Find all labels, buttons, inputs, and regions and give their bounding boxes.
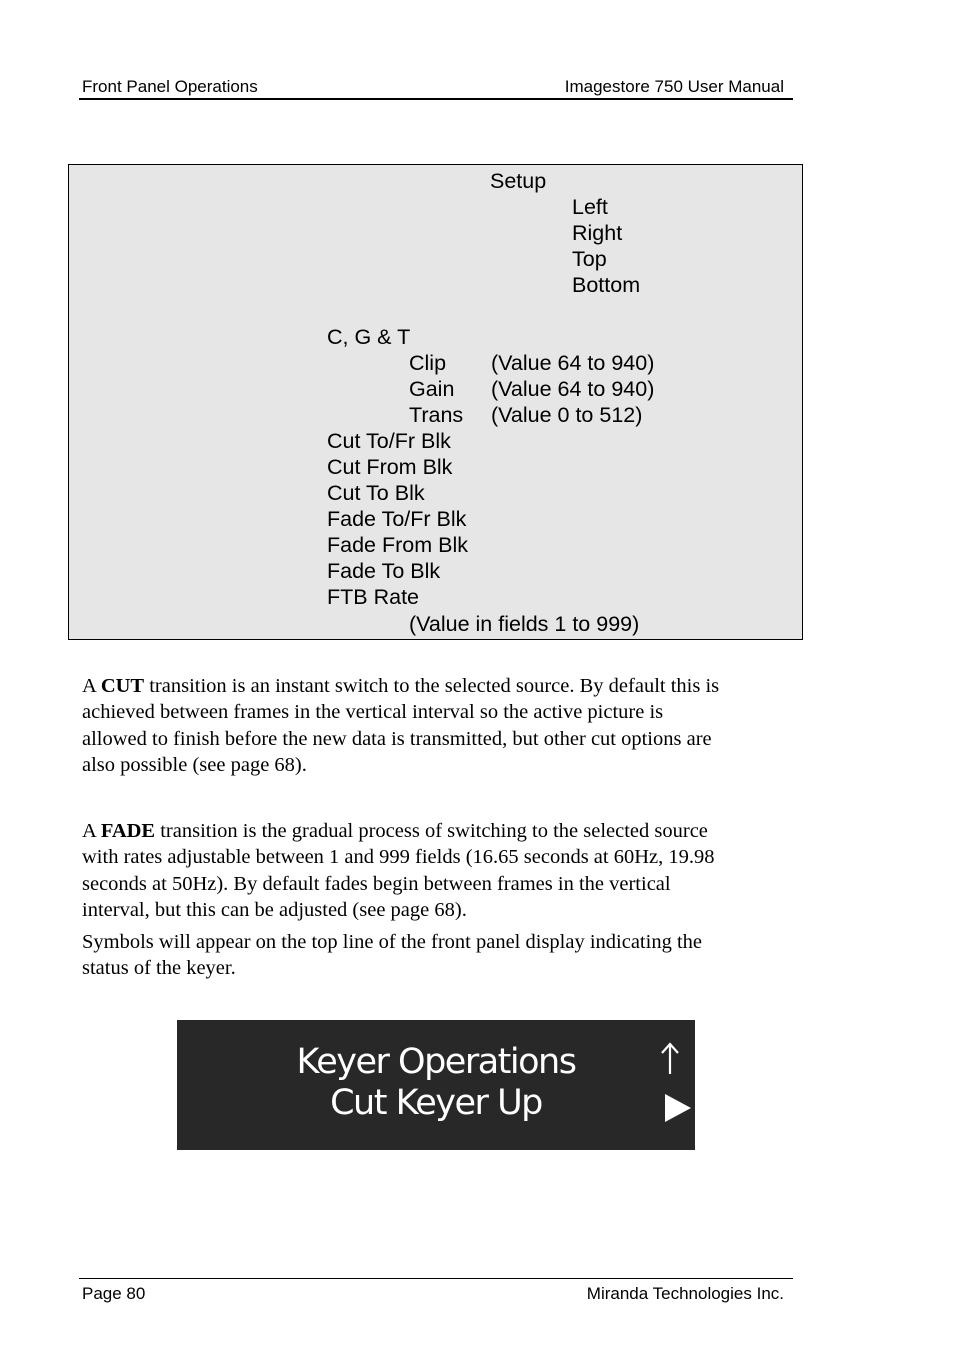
menu-item-ftb-rate: FTB Rate xyxy=(327,585,419,609)
menu-item-cut-to-fr-blk: Cut To/Fr Blk xyxy=(327,429,451,453)
running-header-section: Front Panel Operations xyxy=(82,77,258,96)
menu-item-fade-to-fr-blk: Fade To/Fr Blk xyxy=(327,507,467,531)
cut-paragraph: A CUT transition is an instant switch to the selected source. By default this is achieved between frames in the vertical interval so the active picture is allowed to finish before the new data is transmitted, but other cut options are also possible (see page 68). xyxy=(82,675,720,776)
menu-item-gain: Gain xyxy=(409,377,455,401)
footer-rule xyxy=(79,1278,793,1279)
symbols-paragraph: Symbols will appear on the top line of the front panel display indicating the status of the keyer. xyxy=(82,931,702,980)
menu-item-clip: Clip xyxy=(409,351,447,375)
menu-item-trans: Trans xyxy=(409,403,464,427)
menu-item-fade-to-blk: Fade To Blk xyxy=(327,559,441,583)
footer-company: Miranda Technologies Inc. xyxy=(586,1284,784,1303)
menu-item-ftb-range: (Value in fields 1 to 999) xyxy=(409,612,640,636)
display-line-2: Cut Keyer Up xyxy=(330,1083,542,1123)
front-panel-display xyxy=(177,1020,695,1150)
header-rule xyxy=(79,98,793,100)
page-number: Page 80 xyxy=(82,1284,146,1303)
menu-item-right: Right xyxy=(572,221,623,245)
fade-term: FADE xyxy=(100,820,156,842)
menu-item-left: Left xyxy=(572,195,608,219)
menu-item-setup: Setup xyxy=(490,169,547,193)
menu-item-bottom: Bottom xyxy=(572,273,641,297)
menu-item-top: Top xyxy=(572,247,607,271)
menu-item-fade-from-blk: Fade From Blk xyxy=(327,533,468,557)
menu-item-cgt: C, G & T xyxy=(327,325,411,349)
menu-item-clip-range: (Value 64 to 940) xyxy=(491,351,655,375)
menu-item-gain-range: (Value 64 to 940) xyxy=(491,377,655,401)
play-triangle-icon xyxy=(663,1092,693,1124)
menu-tree-box xyxy=(68,164,803,640)
display-line-1: Keyer Operations xyxy=(296,1042,576,1082)
menu-item-cut-to-blk: Cut To Blk xyxy=(327,481,425,505)
menu-item-cut-from-blk: Cut From Blk xyxy=(327,455,453,479)
fade-paragraph: A FADE transition is the gradual process of switching to the selected source with rates adjustable between 1 and 999 fields (16.65 seconds at 60Hz, 19.98 seconds at 50Hz). By default fades begin between frames in the vertical interval, but this can be adjusted (see page 68). xyxy=(82,820,715,921)
cut-term: CUT xyxy=(100,675,145,697)
up-arrow-icon xyxy=(657,1040,685,1076)
running-header-title: Imagestore 750 User Manual xyxy=(564,77,784,96)
menu-item-trans-range: (Value 0 to 512) xyxy=(491,403,643,427)
